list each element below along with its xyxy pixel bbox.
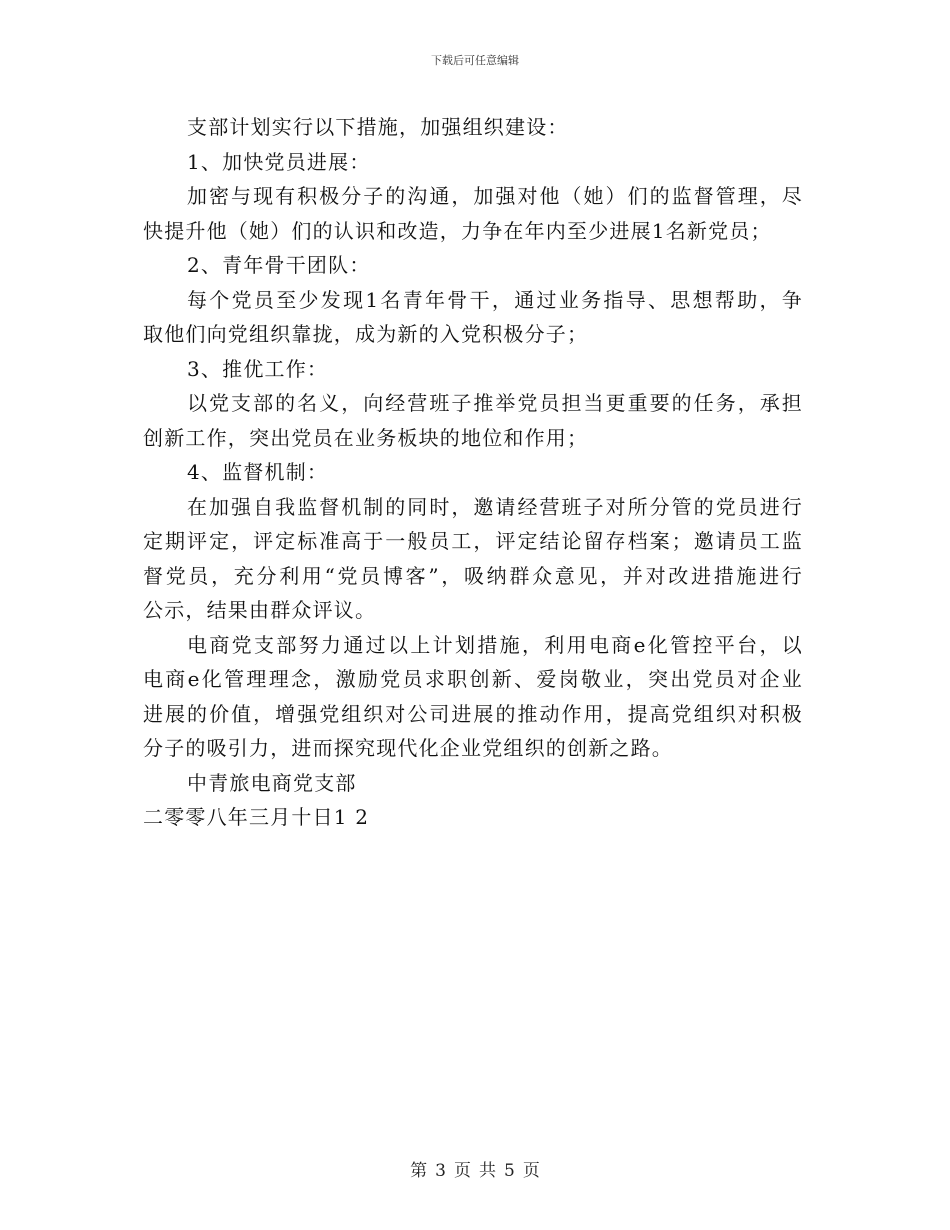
section-2-heading: 2、青年骨干团队： xyxy=(187,253,371,277)
page-header: 下载后可任意编辑 xyxy=(431,54,519,67)
section-3-text-line: 创新工作，突出党员在业务板块的地位和作用； xyxy=(143,425,589,450)
section-2-text-line: 取他们向党组织靠拢，成为新的入党积极分子； xyxy=(143,322,589,346)
footer-label-gong: 共 xyxy=(479,1161,496,1181)
page-footer xyxy=(0,1156,950,1181)
section-2-text-line: 每个党员至少发现1名青年骨干，通过业务指导、思想帮助，争 xyxy=(187,287,803,312)
intro-line: 支部计划实行以下措施，加强组织建设： xyxy=(187,115,569,139)
signature-date: 二零零八年三月十日1 2 xyxy=(143,805,370,829)
footer-label-ye: 页 xyxy=(454,1161,471,1181)
section-4-text-line: 定期评定，评定标准高于一般员工，评定结论留存档案；邀请员工监 xyxy=(143,529,803,553)
conclusion-line: 分子的吸引力，进而探究现代化企业党组织的创新之路。 xyxy=(143,736,673,760)
section-1-heading: 1、加快党员进展： xyxy=(187,149,371,174)
footer-label-ye2: 页 xyxy=(522,1161,540,1181)
document-body xyxy=(143,110,803,835)
page-number: 3 xyxy=(435,1161,446,1181)
signature-org: 中青旅电商党支部 xyxy=(187,770,357,795)
section-4-text-line: 督党员，充分利用“党员博客”，吸纳群众意见，并对改进措施进行 xyxy=(143,563,803,588)
conclusion-line: 电商e化管理理念，激励党员求职创新、爱岗敬业，突出党员对企业 xyxy=(143,667,803,691)
section-4-heading: 4、监督机制： xyxy=(187,460,329,484)
conclusion-line: 进展的价值，增强党组织对公司进展的推动作用，提高党组织对积极 xyxy=(143,701,803,726)
section-1-text-line: 加密与现有积极分子的沟通，加强对他（她）们的监督管理，尽 xyxy=(187,184,803,208)
section-3-text-line: 以党支部的名义，向经营班子推举党员担当更重要的任务，承担 xyxy=(187,391,803,415)
footer-label-di: 第 xyxy=(410,1161,428,1181)
conclusion-line: 电商党支部努力通过以上计划措施，利用电商e化管控平台，以 xyxy=(187,632,803,657)
section-3-heading: 3、推优工作： xyxy=(187,356,329,381)
section-1-text-line: 快提升他（她）们的认识和改造，力争在年内至少进展1名新党员； xyxy=(143,218,772,243)
section-4-text-line: 公示，结果由群众评议。 xyxy=(143,598,377,622)
total-pages: 5 xyxy=(504,1161,515,1181)
section-4-text-line: 在加强自我监督机制的同时，邀请经营班子对所分管的党员进行 xyxy=(187,494,803,519)
